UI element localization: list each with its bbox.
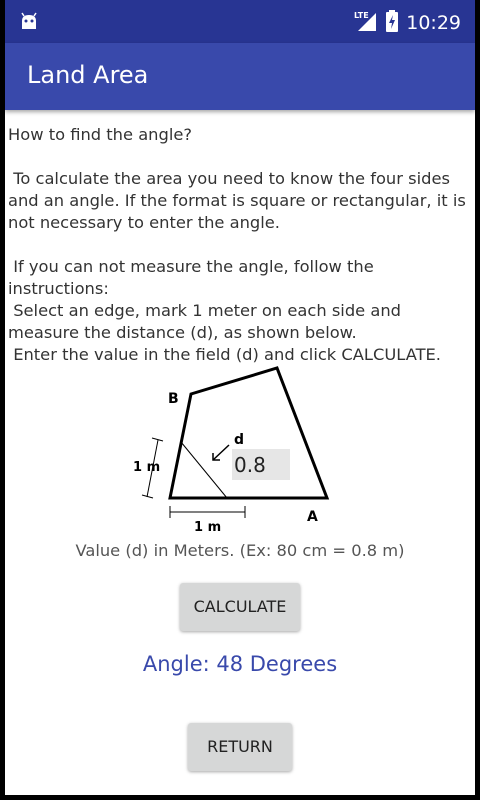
battery-charging-icon [386,10,398,36]
angle-result: Angle: 48 Degrees [142,652,338,676]
return-button[interactable]: RETURN [188,723,292,771]
android-notification-icon [19,12,39,34]
calculate-button[interactable]: CALCULATE [180,583,300,631]
distance-line [181,442,227,498]
screen [5,0,475,795]
label-d: d [234,432,245,448]
content [5,110,475,795]
label-side: 1 m [133,460,161,475]
app-bar [5,43,475,110]
distance-input[interactable] [232,449,290,480]
arrow-icon [213,445,229,460]
status-icons [354,10,461,36]
status-time: 10:29 [406,12,461,34]
app-title: Land Area [27,61,149,89]
label-b: B [168,391,179,407]
label-a: A [307,509,318,525]
instructions-text: How to find the angle? To calculate the area you need to know the four sides and an angle. If the format is square or rectangular, it is not necessary to enter the angle. If you can not measure the angle, follow the instructions: Select an edge, mark 1 meter on each side and measure the distance (d), as shown below. Enter the value in the field (d) and click CALCULATE. [8,125,466,364]
status-bar [5,0,475,43]
hint-text: Value (d) in Meters. (Ex: 80 cm = 0.8 m) [75,541,405,560]
signal-icon [354,10,378,36]
label-base: 1 m [194,520,222,535]
svg-text:LTE: LTE [354,11,369,20]
